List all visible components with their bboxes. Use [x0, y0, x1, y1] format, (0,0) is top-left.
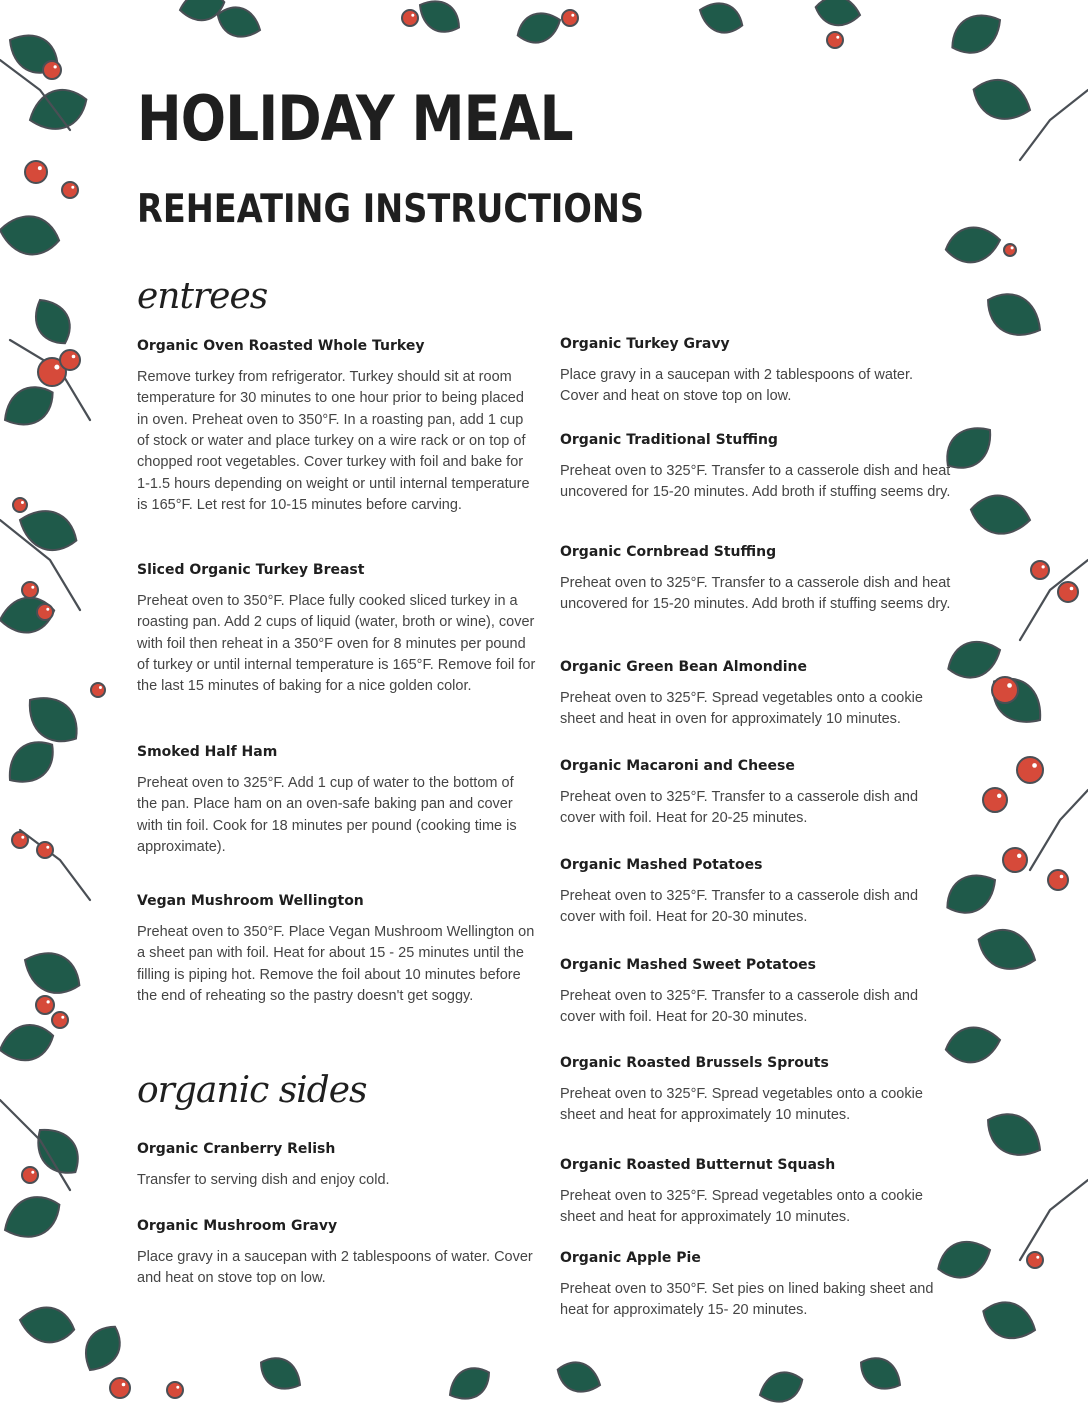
item-name: Organic Cranberry Relish: [137, 1141, 336, 1157]
berry-icon: [1058, 582, 1078, 602]
berry-highlight: [411, 14, 414, 17]
item-instructions: Preheat oven to 350°F. Place fully cooked sliced turkey in a roasting pan. Add 2 cups of liquid (water, broth or wine), cover with foil then reheat in a 350°F oven for 8 minutes per pound of turkey or until internal temperature is 165°F. Remove foil for the last 15 minutes of baking for a nice golden color.: [137, 592, 536, 695]
leaf-icon: [755, 1366, 807, 1408]
berry-highlight: [1060, 875, 1064, 879]
page-subtitle: REHEATING INSTRUCTIONS: [137, 187, 645, 232]
berry-highlight: [31, 586, 34, 589]
berry-icon: [22, 1167, 38, 1183]
leaf-icon: [0, 1019, 58, 1067]
stem-icon: [20, 830, 90, 900]
berry-icon: [62, 182, 78, 198]
entrees-heading: entrees: [137, 276, 268, 317]
leaf-icon: [854, 1350, 907, 1397]
leaf-icon: [513, 7, 565, 49]
item-instructions: Preheat oven to 350°F. Place Vegan Mushroom Wellington on a sheet pan with foil. Heat for about 15 - 25 minutes until the filling is piping hot. Remove the foil about 10 minutes before the end of reheating so the pastry doesn't get soggy.: [137, 923, 535, 1005]
leaf-icon: [695, 0, 747, 39]
berry-icon: [167, 1382, 183, 1398]
berry-icon: [60, 350, 80, 370]
berry-highlight: [21, 501, 24, 504]
menu-item-cornbread-stuffing: [560, 544, 955, 616]
menu-item-brussels-sprouts: [560, 1055, 955, 1127]
item-instructions: Preheat oven to 350°F. Set pies on lined baking sheet and heat for approximately 15- 20 minutes.: [560, 1280, 934, 1319]
leaf-icon: [977, 1295, 1041, 1346]
item-name: Organic Oven Roasted Whole Turkey: [137, 338, 425, 354]
menu-item-mushroom-wellington: [137, 893, 537, 1007]
item-name: Organic Roasted Butternut Squash: [560, 1157, 836, 1173]
stem-icon: [1030, 790, 1088, 870]
berry-highlight: [54, 65, 57, 68]
menu-item-half-ham: [137, 744, 537, 858]
leaf-icon: [17, 943, 87, 1003]
menu-item-macaroni-cheese: [560, 758, 955, 830]
berry-icon: [22, 582, 38, 598]
berry-highlight: [122, 1383, 126, 1387]
leaf-icon: [413, 0, 466, 40]
berry-highlight: [54, 365, 59, 370]
berry-icon: [983, 788, 1007, 812]
berry-highlight: [1017, 854, 1021, 858]
leaf-icon: [76, 1319, 128, 1378]
leaf-icon: [17, 1303, 77, 1347]
berry-icon: [1031, 561, 1049, 579]
berry-icon: [1048, 870, 1068, 890]
berry-highlight: [1007, 683, 1012, 688]
leaf-icon: [968, 491, 1034, 539]
berry-highlight: [1070, 587, 1074, 591]
item-instructions: Preheat oven to 325°F. Transfer to a casserole dish and cover with foil. Heat for 20-25 minutes.: [560, 788, 919, 827]
item-instructions: Preheat oven to 325°F. Spread vegetables onto a cookie sheet and heat in oven for approximately 10 minutes.: [560, 689, 923, 728]
menu-item-mushroom-gravy: [137, 1218, 537, 1290]
item-instructions: Preheat oven to 325°F. Transfer to a casserole dish and cover with foil. Heat for 20-30 minutes.: [560, 887, 919, 926]
leaf-icon: [0, 1188, 67, 1248]
menu-item-traditional-stuffing: [560, 432, 955, 504]
item-name: Organic Green Bean Almondine: [560, 659, 807, 675]
item-name: Organic Mushroom Gravy: [137, 1218, 338, 1234]
menu-item-mashed-potatoes: [560, 857, 955, 929]
berry-highlight: [997, 794, 1001, 798]
berry-icon: [992, 677, 1018, 703]
item-name: Organic Turkey Gravy: [560, 336, 730, 352]
menu-item-green-bean-almondine: [560, 659, 955, 731]
menu-item-butternut-squash: [560, 1157, 955, 1229]
berry-highlight: [38, 166, 42, 170]
item-instructions: Place gravy in a saucepan with 2 tablespoons of water. Cover and heat on stove top on low.: [560, 366, 914, 405]
stem-icon: [1020, 560, 1088, 640]
berry-icon: [1017, 757, 1043, 783]
leaf-icon: [982, 667, 1052, 735]
item-name: Organic Roasted Brussels Sprouts: [560, 1055, 829, 1071]
berry-icon: [1004, 244, 1016, 256]
berry-icon: [52, 1012, 68, 1028]
item-name: Organic Traditional Stuffing: [560, 432, 778, 448]
leaf-icon: [443, 1360, 496, 1407]
berry-highlight: [31, 1171, 34, 1174]
item-instructions: Preheat oven to 325°F. Spread vegetables onto a cookie sheet and heat for approximately 10 minutes.: [560, 1187, 923, 1226]
berry-highlight: [1011, 246, 1014, 249]
leaf-icon: [967, 72, 1036, 128]
item-instructions: Preheat oven to 325°F. Transfer to a casserole dish and heat uncovered for 15-20 minutes. Add broth if stuffing seems dry.: [560, 574, 951, 613]
item-name: Organic Apple Pie: [560, 1250, 701, 1266]
berry-highlight: [61, 1016, 64, 1019]
item-instructions: Place gravy in a saucepan with 2 tablespoons of water. Cover and heat on stove top on low.: [137, 1248, 533, 1287]
berry-highlight: [571, 14, 574, 17]
berry-icon: [36, 996, 54, 1014]
leaf-icon: [979, 284, 1050, 347]
berry-icon: [827, 32, 843, 48]
menu-item-turkey-breast: [137, 562, 537, 698]
berry-icon: [12, 832, 28, 848]
berry-highlight: [99, 686, 102, 689]
item-name: Organic Cornbread Stuffing: [560, 544, 777, 560]
berry-icon: [43, 61, 61, 79]
item-name: Organic Macaroni and Cheese: [560, 758, 795, 774]
item-instructions: Preheat oven to 325°F. Add 1 cup of water to the bottom of the pan. Place ham on an oven-safe baking pan and cover with tin foil. Cook for 18 minutes per pound (cooking time is approximate).: [137, 774, 517, 856]
stem-icon: [1020, 90, 1088, 160]
leaf-icon: [944, 5, 1009, 63]
berry-icon: [13, 498, 27, 512]
leaf-icon: [979, 1104, 1050, 1167]
item-instructions: Transfer to serving dish and enjoy cold.: [137, 1171, 390, 1188]
leaf-icon: [553, 1356, 605, 1398]
menu-item-apple-pie: [560, 1250, 955, 1322]
berry-icon: [37, 604, 53, 620]
menu-item-mashed-sweet-potatoes: [560, 957, 955, 1029]
berry-highlight: [47, 1000, 50, 1003]
menu-item-turkey-gravy: [560, 336, 955, 408]
menu-item-whole-turkey: [137, 338, 537, 517]
item-instructions: Preheat oven to 325°F. Spread vegetables onto a cookie sheet and heat for approximately 10 minutes.: [560, 1085, 923, 1124]
berry-icon: [562, 10, 578, 26]
leaf-icon: [813, 0, 862, 29]
page-title: HOLIDAY MEAL: [137, 82, 573, 155]
stem-icon: [1020, 1180, 1088, 1260]
item-name: Sliced Organic Turkey Breast: [137, 562, 365, 578]
berry-highlight: [1036, 1256, 1039, 1259]
berry-highlight: [176, 1386, 179, 1389]
item-name: Organic Mashed Sweet Potatoes: [560, 957, 817, 973]
berry-icon: [37, 842, 53, 858]
berry-highlight: [72, 355, 76, 359]
leaf-icon: [26, 292, 78, 351]
item-name: Smoked Half Ham: [137, 744, 278, 760]
berry-highlight: [46, 608, 49, 611]
leaf-icon: [972, 922, 1041, 978]
berry-icon: [1003, 848, 1027, 872]
leaf-icon: [0, 211, 62, 259]
berry-highlight: [836, 36, 839, 39]
item-name: Organic Mashed Potatoes: [560, 857, 763, 873]
berry-icon: [91, 683, 105, 697]
leaf-icon: [943, 223, 1003, 267]
item-instructions: Remove turkey from refrigerator. Turkey should sit at room temperature for 30 minutes to one hour prior to being placed in oven. Preheat oven to 350°F. In a roasting pan, add 1 cup of stock or water and place turkey on a wire rack or on top of chopped root vegetables. Cover turkey with foil and bake for 1-1.5 hours depending on weight or until internal temperature is 165°F. Let rest for 10-15 minutes before carving.: [137, 368, 530, 514]
berry-icon: [1027, 1252, 1043, 1268]
organic-sides-heading: organic sides: [137, 1070, 367, 1111]
item-name: Vegan Mushroom Wellington: [137, 893, 364, 909]
item-instructions: Preheat oven to 325°F. Transfer to a casserole dish and cover with foil. Heat for 20-30 minutes.: [560, 987, 919, 1026]
berry-highlight: [46, 846, 49, 849]
berry-icon: [25, 161, 47, 183]
berry-highlight: [71, 186, 74, 189]
leaf-icon: [254, 1350, 307, 1397]
item-instructions: Preheat oven to 325°F. Transfer to a casserole dish and heat uncovered for 15-20 minutes. Add broth if stuffing seems dry.: [560, 462, 951, 501]
berry-highlight: [1032, 763, 1037, 768]
leaf-icon: [24, 82, 93, 138]
berry-highlight: [21, 836, 24, 839]
berry-highlight: [1042, 565, 1045, 568]
berry-icon: [110, 1378, 130, 1398]
berry-icon: [402, 10, 418, 26]
menu-item-cranberry-relish: [137, 1141, 537, 1191]
